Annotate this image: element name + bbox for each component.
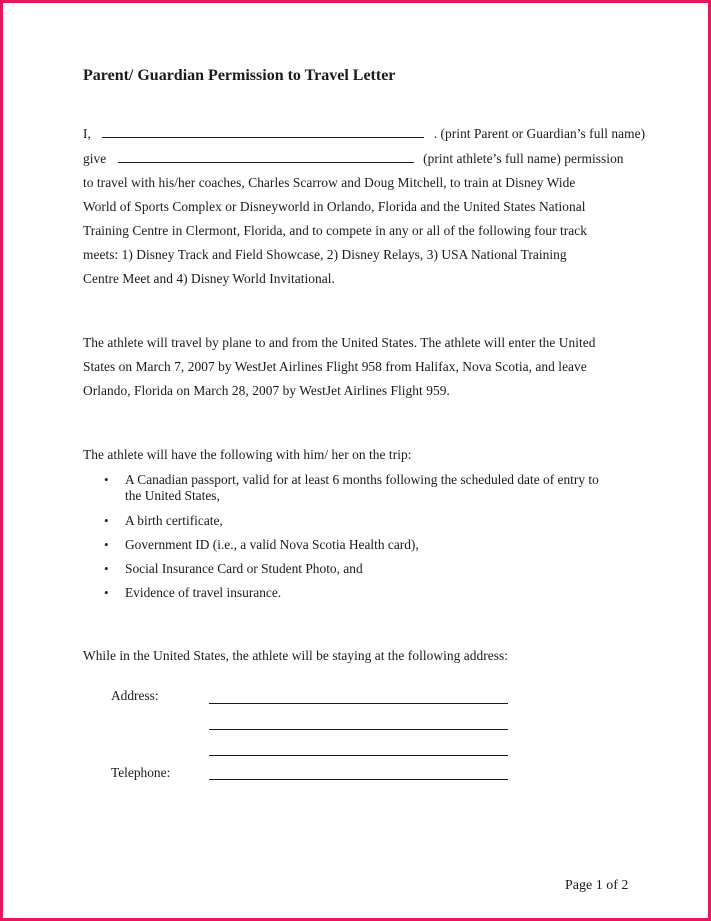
list-item-government-id: Government ID (i.e., a valid Nova Scotia Health card), (125, 537, 419, 552)
para1-line3: to travel with his/her coaches, Charles Scarrow and Doug Mitchell, to train at Disney Wide (83, 175, 576, 190)
list-item-social-insurance: Social Insurance Card or Student Photo, and (125, 561, 363, 576)
telephone-label: Telephone: (111, 765, 171, 780)
bullet-icon: • (104, 472, 109, 487)
para1-line7: Centre Meet and 4) Disney World Invitational. (83, 271, 335, 286)
para4-intro: While in the United States, the athlete will be staying at the following address: (83, 648, 509, 663)
bullet-icon: • (104, 513, 109, 528)
address-line-1[interactable] (209, 703, 508, 704)
para1-line6: meets: 1) Disney Track and Field Showcase, 2) Disney Relays, 3) USA National Training (83, 247, 567, 262)
list-item-passport-line2: the United States, (125, 488, 220, 503)
list-item-birth-certificate: A birth certificate, (125, 513, 223, 528)
para2-line1: The athlete will travel by plane to and from the United States. The athlete will enter the United (83, 335, 596, 350)
para2-line3: Orlando, Florida on March 28, 2007 by WestJet Airlines Flight 959. (83, 383, 450, 398)
para1-line2 (83, 151, 624, 167)
list-item-passport-line1: A Canadian passport, valid for at least 6 months following the scheduled date of entry to (125, 472, 599, 487)
page-number: Page 1 of 2 (565, 878, 629, 893)
telephone-line[interactable] (209, 779, 508, 780)
address-line-2[interactable] (209, 729, 508, 730)
document-title: Parent/ Guardian Permission to Travel Letter (83, 67, 396, 84)
address-line-3[interactable] (209, 755, 508, 756)
bullet-icon: • (104, 537, 109, 552)
bullet-icon: • (104, 561, 109, 576)
para1-line2-start: give (83, 151, 107, 166)
para1-line2-end: (print athlete’s full name) permission (423, 151, 624, 166)
para1-line4: World of Sports Complex or Disneyworld in Orlando, Florida and the United States National (83, 199, 586, 214)
para1-line1-end: . (print Parent or Guardian’s full name) (433, 126, 646, 141)
para1-line1 (83, 126, 645, 142)
list-item-travel-insurance: Evidence of travel insurance. (125, 585, 282, 600)
athlete-name-blank[interactable] (118, 151, 414, 163)
para2-line2: States on March 7, 2007 by WestJet Airlines Flight 958 from Halifax, Nova Scotia, and leave (83, 359, 587, 374)
para3-intro: The athlete will have the following with him/ her on the trip: (83, 447, 412, 462)
para1-line5: Training Centre in Clermont, Florida, and to compete in any or all of the following four track (83, 223, 588, 238)
bullet-icon: • (104, 585, 109, 600)
parent-name-blank[interactable] (102, 126, 424, 138)
address-label: Address: (111, 688, 159, 703)
para1-line1-start: I, (83, 126, 91, 141)
